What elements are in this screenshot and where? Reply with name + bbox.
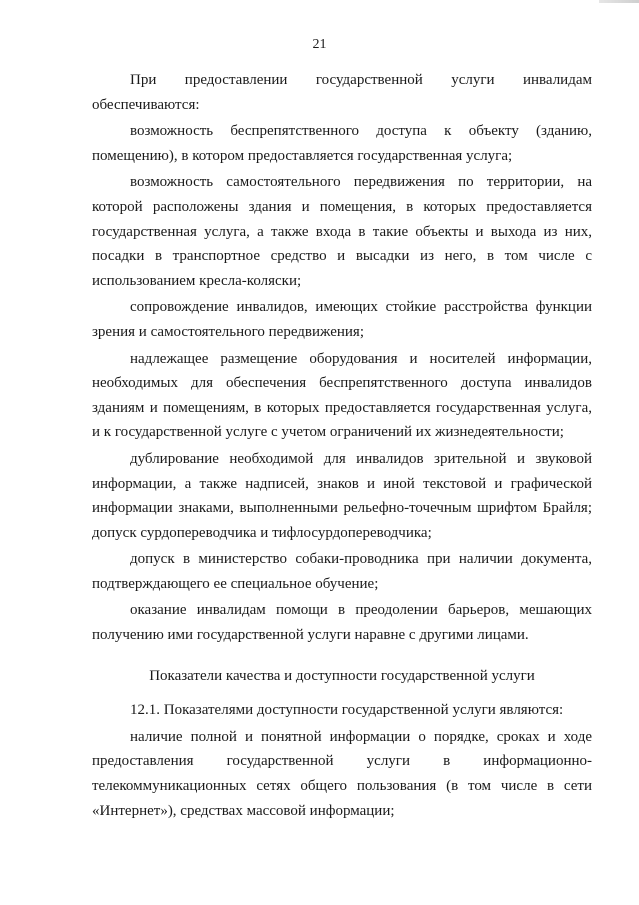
paragraph-information-availability: наличие полной и понятной информации о порядке, сроках и ходе предоставления государственной услуги в информационно-телекоммуникационных сетях общего пользования (в том числе в сети «Интернет»), средствах массовой информации; bbox=[92, 728, 592, 819]
paragraph-equipment-placement: надлежащее размещение оборудования и носителей информации, необходимых для обеспечения беспрепятственного доступа инвалидов зданиям и помещениям, в которых предоставляется государственная услуга, и к государственной услуге с учетом ограничений их жизнедеятельности; bbox=[92, 350, 592, 441]
page-number: 21 bbox=[312, 37, 327, 52]
paragraph-information-duplication: дублирование необходимой для инвалидов зрительной и звуковой информации, а также надписей, знаков и иной текстовой и графической информации знаками, выполненными рельефно-точечным шрифтом Брайля; допуск сурдопереводчика и тифлосурдопереводчика; bbox=[92, 450, 592, 541]
paragraph-accessibility-indicators: 12.1. Показателями доступности государственной услуги являются: bbox=[130, 702, 564, 719]
paragraph-assistance: оказание инвалидам помощи в преодолении барьеров, мешающих получению ими государственной услуги наравне с другими лицами. bbox=[92, 602, 592, 644]
section-heading: Показатели качества и доступности государственной услуги bbox=[149, 667, 535, 684]
document-body bbox=[92, 68, 592, 823]
paragraph-guide-dog: допуск в министерство собаки-проводника при наличии документа, подтверждающего ее специальное обучение; bbox=[92, 551, 592, 592]
paragraph-independent-movement: возможность самостоятельного передвижения по территории, на которой расположены здания и помещения, в которых предоставляется государственная услуга, а также входа в такие объекты и выхода из них, посадки в транспортное средство и высадки из него, в том числе с использованием кресла-коляски; bbox=[92, 174, 592, 289]
paragraph-access-to-building: возможность беспрепятственного доступа к объекту (зданию, помещению), в котором предоставляется государственная услуга; bbox=[92, 123, 592, 164]
paragraph-escort: сопровождение инвалидов, имеющих стойкие расстройства функции зрения и самостоятельного передвижения; bbox=[92, 299, 592, 340]
paragraph-intro: При предоставлении государственной услуги инвалидам обеспечиваются: bbox=[92, 72, 592, 113]
scan-edge-mark bbox=[599, 0, 639, 3]
